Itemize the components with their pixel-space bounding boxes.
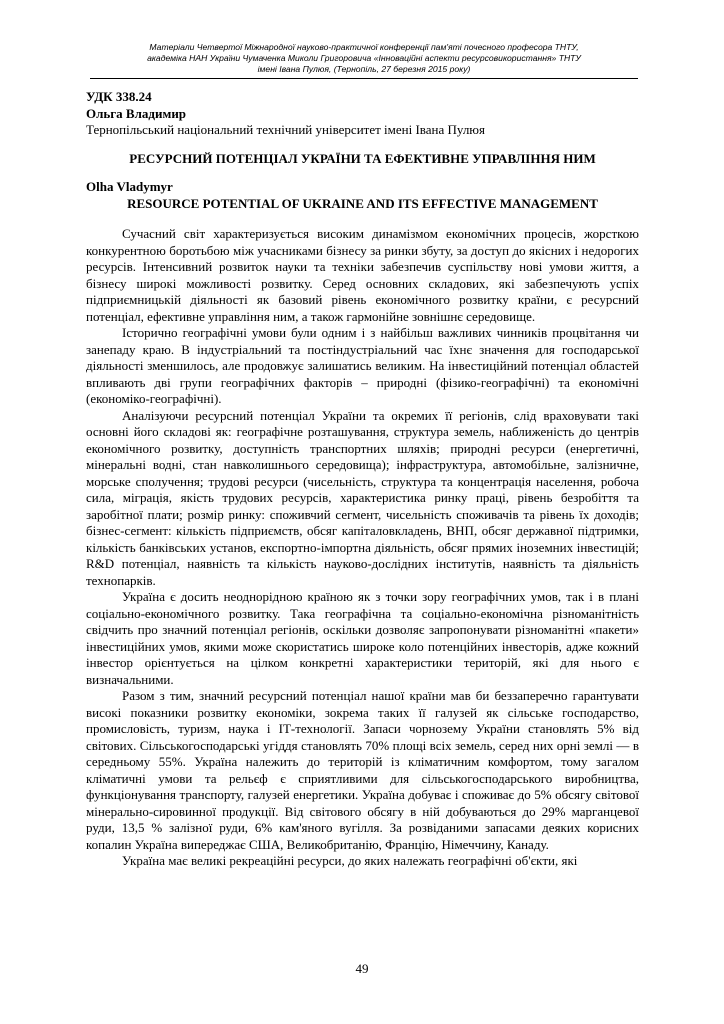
article-title-ua: РЕСУРСНИЙ ПОТЕНЦІАЛ УКРАЇНИ ТА ЕФЕКТИВНЕ УПРАВЛІННЯ НИМ: [129, 150, 596, 166]
udc-code: УДК 338.24: [86, 89, 152, 104]
body-paragraph: Історично географічні умови були одним і з найбільш важливих чинників процвітання чи занепаду краю. В індустріальний та постіндустріальний час їхнє значення для господарської діяльності зменшилось, але продовжує залишатись великим. На інвестиційний потенціал областей впливають дві групи географічних факторів – природні (фізико-географічні) та економічні (економіко-географічні).: [86, 325, 639, 406]
article-body: [86, 89, 639, 870]
page-number: 49: [355, 961, 369, 976]
body-paragraph: Аналізуючи ресурсний потенціал України та окремих її регіонів, слід враховувати такі основні його складові як: географічне розташування, структура земель, наближеність до центрів економічного розвитку, доступність транспортних шляхів; природні ресурси (енергетичні, мінеральні водні, стан навколишнього середовища); інфраструктура, автомобільне, залізничне, морське сполучення; трудові ресурси (чисельність, структура та концентрація населення, робоча сила, міграція, якість трудових ресурсів, характеристика ринку праці, рівень безробіття та заробітної плати; розмір ринку: споживчий сегмент, чисельність споживачів та рівень їх доходів; бізнес-сегмент: кількість підприємств, обсяг капіталовкладень, ВНП, обсяг державної підтримки, кількість банківських установ, експортно-імпортна діяльність, обсяг прямих іноземних інвестицій; R&D потенціал, наявність та кількість науково-дослідних інститутів, наявність та діяльність технопарків.: [86, 407, 639, 588]
author-name-en: Olha Vladymyr: [86, 179, 173, 194]
author-name-ua: Ольга Владимир: [86, 105, 187, 121]
body-paragraph: Разом з тим, значний ресурсний потенціал нашої країни мав би беззаперечно гарантувати високі показники розвитку економіки, зокрема таких її галузей як сільське господарство, промисловість, туризм, наука і ІТ-технології. Запаси чорнозему України становлять 5% від світових. Сільськогосподарські угіддя становлять 70% площі всіх земель, серед них орні землі — в середньому 55%. Україна належить до територій із кліматичним комфортом, тому загалом кліматичні умови та рельєф є сприятливими для сільськогосподарського виробництва, функціонування транспорту, галузей енергетики. Україна добуває і споживає до 5% обсягу світової мінерально-сировинної продукції. Від світового обсягу в ній добуваються до 29% марганцевої руди, 13,5 % залізної руди, 6% кам'яного вугілля. За розвіданими запасами деяких корисних копалин Україна випереджає США, Великобританію, Францію, Німеччину, Канаду.: [86, 688, 639, 852]
header-line: академіка НАН України Чумаченка Миколи Григоровича «Інноваційні аспекти ресурсовикористання» ТНТУ: [147, 53, 581, 63]
body-paragraph: Сучасний світ характеризується високим динамізмом економічних процесів, жорсткою конкурентною боротьбою між учасниками бізнесу за ринки збуту, за доступ до якісних і недорогих ресурсів. Інтенсивний розвиток науки та техніки забезпечив суспільству нові умови життя, а бізнесу широкі можливості розвитку. Серед основних складових, які забезпечують успіх підприємницькій діяльності як базовий рівень економічного розвитку країни, є ресурсний потенціал, ефективне управління ним, а також гармонійне зовнішнє середовище.: [86, 226, 639, 324]
body-paragraph: Україна є досить неоднорідною країною як з точки зору географічних умов, так і в плані соціально-економічного розвитку. Така географічна та соціально-економічна різноманітність свідчить про значний потенціал регіонів, оскільки дозволяє запропонувати різноманітні «пакети» інвестиційних умов, якими може скористатись широке коло потенційних інвесторів, адже кожний інвестор орієнтується на цілком конкретні характеристики територій, які для нього є визначальними.: [86, 589, 639, 687]
author-affiliation: Тернопільський національний технічний університет імені Івана Пулюя: [86, 122, 485, 137]
conference-header: [90, 42, 638, 79]
header-line: імені Івана Пулюя, (Тернопіль, 27 березня 2015 року): [257, 64, 471, 74]
header-line: Матеріали Четвертої Міжнародної науково-практичної конференції пам'яті почесного професора ТНТУ,: [149, 42, 579, 52]
article-title-en: RESOURCE POTENTIAL OF UKRAINE AND ITS EFFECTIVE MANAGEMENT: [127, 195, 598, 211]
body-paragraph: Україна має великі рекреаційні ресурси, до яких належать географічні об'єкти, які: [122, 853, 578, 868]
